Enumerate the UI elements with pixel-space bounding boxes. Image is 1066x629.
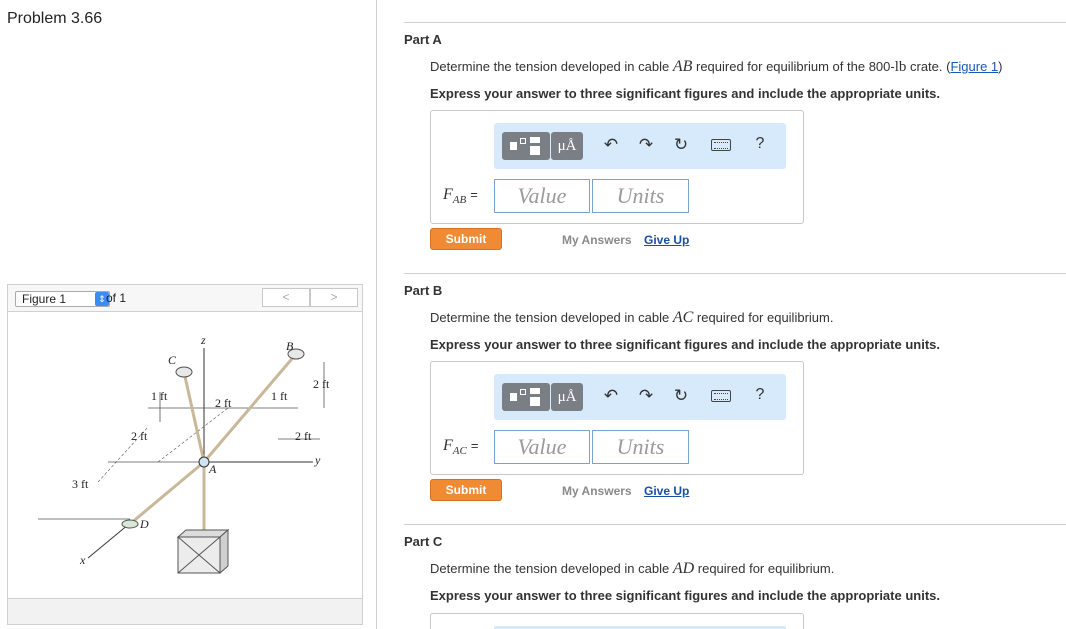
figure-area [7,312,363,598]
undo-icon[interactable]: ↶ [603,386,619,405]
figure-footer [7,598,363,625]
part-c-question-var: AD [672,560,695,577]
part-a-units-input[interactable]: Units [592,179,689,213]
part-b-question-text: Determine the tension developed in cable [430,310,673,325]
keyboard-icon[interactable] [711,390,731,402]
figure-1-link[interactable]: Figure 1 [950,59,999,74]
undo-icon[interactable]: ↶ [603,135,619,154]
part-c-question-text-2: required for equilibrium. [694,561,835,576]
part-a-my-answers[interactable]: My Answers [562,233,632,247]
part-a-equals: = [470,187,478,202]
part-b-give-up-link[interactable]: Give Up [644,484,690,498]
reset-icon[interactable]: ↻ [673,135,689,154]
part-b-question-var: AC [672,309,694,326]
part-b-toolbar [494,374,786,420]
redo-icon[interactable]: ↷ [638,135,654,154]
redo-icon[interactable]: ↷ [638,386,654,405]
x-label: x [80,553,86,567]
part-a-question-text: Determine the tension developed in cable [430,59,673,74]
part-b-answer-box [430,361,804,475]
crate-side [220,530,228,573]
part-b-instruction: Express your answer to three significant figures and include the appropriate units. [430,337,940,352]
part-a-f-symbol: F [443,186,453,203]
next-figure-button[interactable]: > [310,288,358,307]
part-a-submit-button[interactable]: Submit [430,228,502,250]
part-c-question [430,560,834,578]
figure-count: of 1 [106,291,127,305]
part-a-f-sub: AB [452,194,467,207]
part-c-instruction: Express your answer to three significant figures and include the appropriate units. [430,588,940,603]
part-a-question-var: AB [672,58,693,75]
units-icon[interactable]: μÅ [551,383,583,411]
label-a: A [209,462,217,476]
part-a-question-text-3: crate. ( [906,59,951,74]
label-b: B [286,339,294,353]
problem-panel [0,0,377,629]
part-a-answer-box [430,110,804,224]
part-a-separator [404,22,1066,23]
cable-ad [130,462,204,524]
help-icon[interactable]: ? [755,386,765,403]
part-c-title[interactable]: Part C [404,534,443,549]
part-c-separator [404,524,1066,525]
part-b-f-sub: AC [452,445,467,458]
label-d: D [140,517,149,531]
part-a-variable-label [443,186,478,206]
part-a-instruction: Express your answer to three significant figures and include the appropriate units. [430,86,940,101]
keyboard-icon[interactable] [711,139,731,151]
parts-panel [378,0,1066,629]
part-b-variable-label [443,437,478,457]
label-c: C [168,353,177,367]
select-arrows-icon: ⇕ [95,292,109,306]
part-a-question-text-2: required for equilibrium of the 800- [692,59,895,74]
part-c-answer-box [430,613,804,629]
part-b-submit-button[interactable]: Submit [430,479,502,501]
dim-1ft-left: 1 ft [151,389,168,403]
part-b-question-text-2: required for equilibrium. [693,310,834,325]
figure-select[interactable] [15,291,110,307]
templates-icon[interactable] [502,383,550,411]
figure-select-value: Figure 1 [22,292,67,306]
part-a-question-close: ) [998,59,1003,74]
cable-ac [184,372,204,462]
part-a-question-unit: lb [894,59,907,75]
part-a-give-up-link[interactable]: Give Up [644,233,690,247]
part-a-title[interactable]: Part A [404,32,442,47]
part-b-question [430,309,833,327]
part-a-question [430,58,1003,76]
figure-toolbar [7,284,363,312]
part-a-value-input[interactable]: Value [494,179,590,213]
dim-1ft-right: 1 ft [271,389,288,403]
part-b-value-input[interactable]: Value [494,430,590,464]
ring-a [199,457,209,467]
reset-icon[interactable]: ↻ [673,386,689,405]
z-label: z [201,333,206,347]
part-b-equals: = [470,438,479,453]
dim-2ft-left: 2 ft [131,429,148,443]
part-b-f-symbol: F [443,437,453,454]
prev-figure-button[interactable]: < [262,288,310,307]
anchor-c [176,367,192,377]
part-a-toolbar [494,123,786,169]
problem-title: Problem 3.66 [7,10,103,27]
part-b-units-input[interactable]: Units [592,430,689,464]
dim-3ft: 3 ft [72,477,89,491]
part-b-title[interactable]: Part B [404,283,443,298]
dim-2ft-top: 2 ft [313,377,330,391]
part-b-my-answers[interactable]: My Answers [562,484,632,498]
units-icon[interactable]: μÅ [551,132,583,160]
y-label: y [315,453,321,467]
templates-icon[interactable] [502,132,550,160]
dim-2ft-right: 2 ft [295,429,312,443]
part-c-question-text: Determine the tension developed in cable [430,561,673,576]
anchor-d [122,520,138,528]
part-b-separator [404,273,1066,274]
cable-crate-figure [8,312,362,598]
help-icon[interactable]: ? [755,135,765,152]
dim-2ft-mid: 2 ft [215,396,232,410]
